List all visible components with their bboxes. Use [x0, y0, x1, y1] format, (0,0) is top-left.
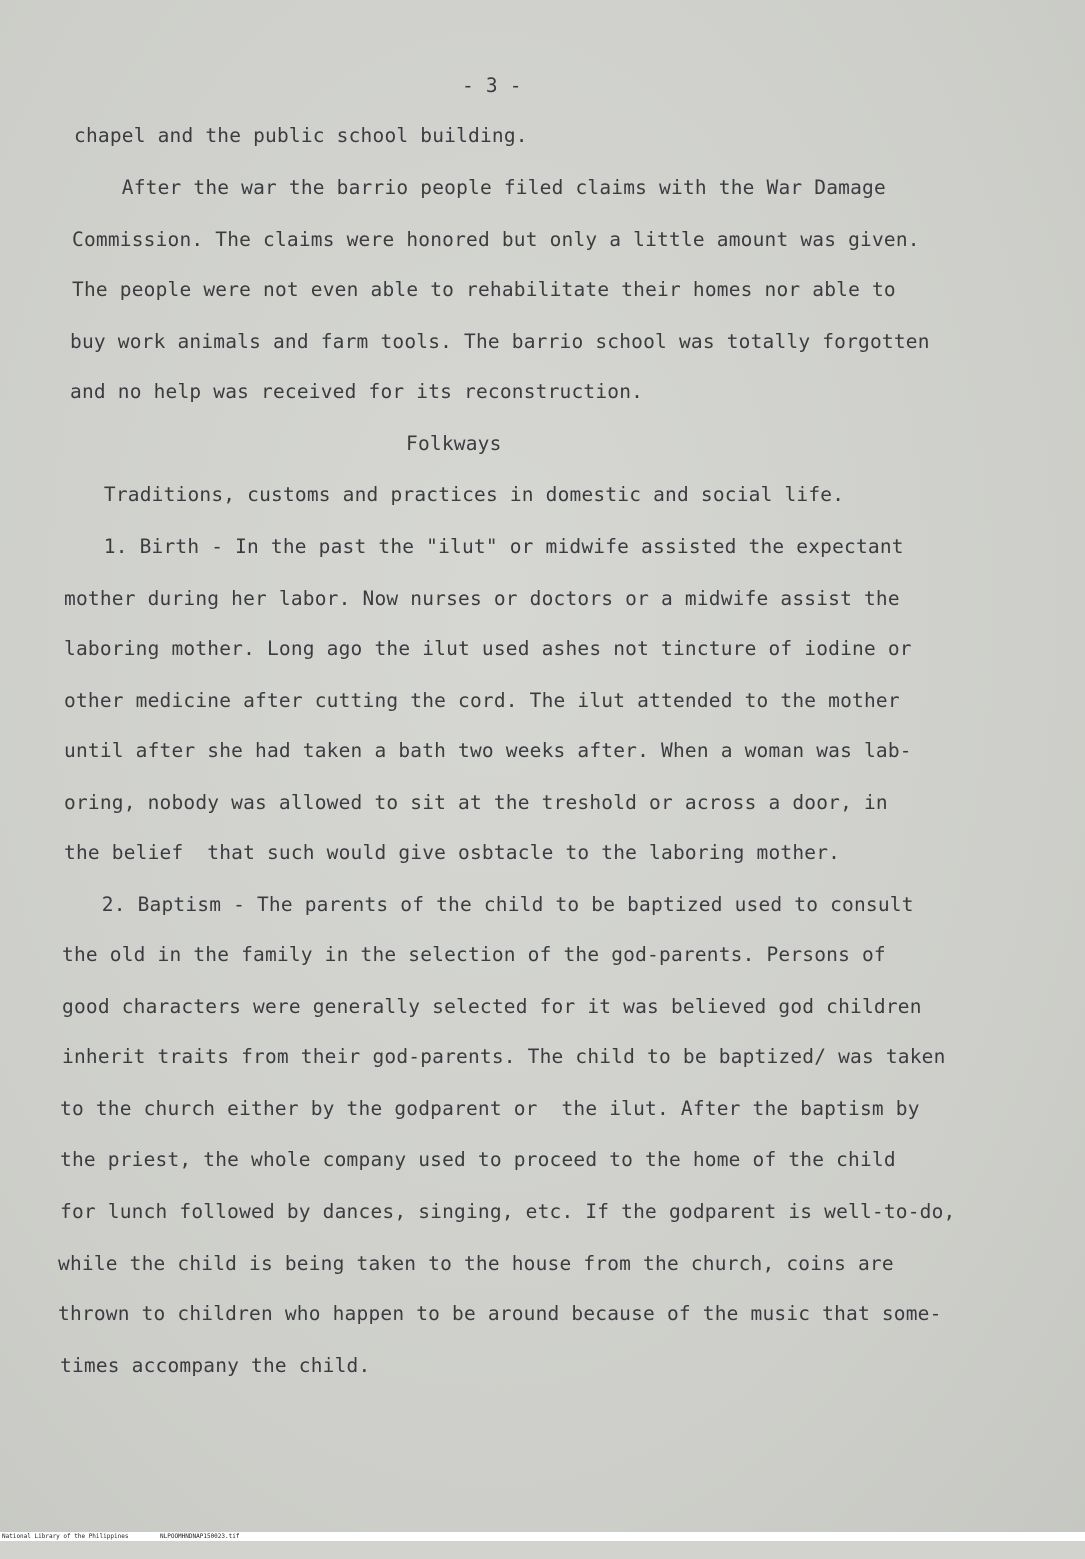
section-heading: Folkways	[406, 432, 502, 455]
page-number: - 3 -	[462, 74, 522, 97]
text-line: buy work animals and farm tools. The barrio school was totally forgotten	[70, 330, 930, 353]
text-line: good characters were generally selected for it was believed god children	[62, 995, 922, 1018]
text-line: The people were not even able to rehabilitate their homes nor able to	[72, 278, 896, 301]
text-line: times accompany the child.	[60, 1354, 371, 1377]
text-line: and no help was received for its reconstruction.	[70, 380, 644, 403]
text-line: 2. Baptism - The parents of the child to be baptized used to consult	[54, 893, 914, 916]
text-line: the old in the family in the selection of the god-parents. Persons of	[62, 943, 886, 966]
text-line: mother during her labor. Now nurses or doctors or a midwife assist the	[64, 587, 900, 610]
text-line: Traditions, customs and practices in domestic and social life.	[80, 483, 845, 506]
text-line: chapel and the public school building.	[74, 124, 528, 147]
text-line: oring, nobody was allowed to sit at the treshold or across a door, in	[64, 791, 888, 814]
footer-library: National Library of the Philippines	[2, 1533, 129, 1540]
text-line: the belief that such would give osbtacle to the laboring mother.	[64, 841, 841, 864]
text-line: thrown to children who happen to be around because of the music that some-	[58, 1302, 942, 1325]
text-line: while the child is being taken to the house from the church, coins are	[58, 1252, 894, 1275]
text-line: laboring mother. Long ago the ilut used ashes not tincture of iodine or	[64, 637, 912, 660]
scan-footer	[0, 1532, 1085, 1541]
text-line: for lunch followed by dances, singing, etc. If the godparent is well-to-do,	[60, 1200, 956, 1223]
text-line: to the church either by the godparent or the ilut. After the baptism by	[60, 1097, 920, 1120]
text-line: Commission. The claims were honored but only a little amount was given.	[72, 228, 920, 251]
text-line: the priest, the whole company used to proceed to the home of the child	[60, 1148, 896, 1171]
footer-filename: NLPOOMHNDNAP150023.tif	[160, 1533, 240, 1540]
text-line: After the war the barrio people filed claims with the War Damage	[74, 176, 886, 199]
text-line: 1. Birth - In the past the "ilut" or midwife assisted the expectant	[56, 535, 904, 558]
text-line: other medicine after cutting the cord. The ilut attended to the mother	[64, 689, 900, 712]
text-line: inherit traits from their god-parents. The child to be baptized/ was taken	[62, 1045, 946, 1068]
text-line: until after she had taken a bath two weeks after. When a woman was lab-	[64, 739, 912, 762]
